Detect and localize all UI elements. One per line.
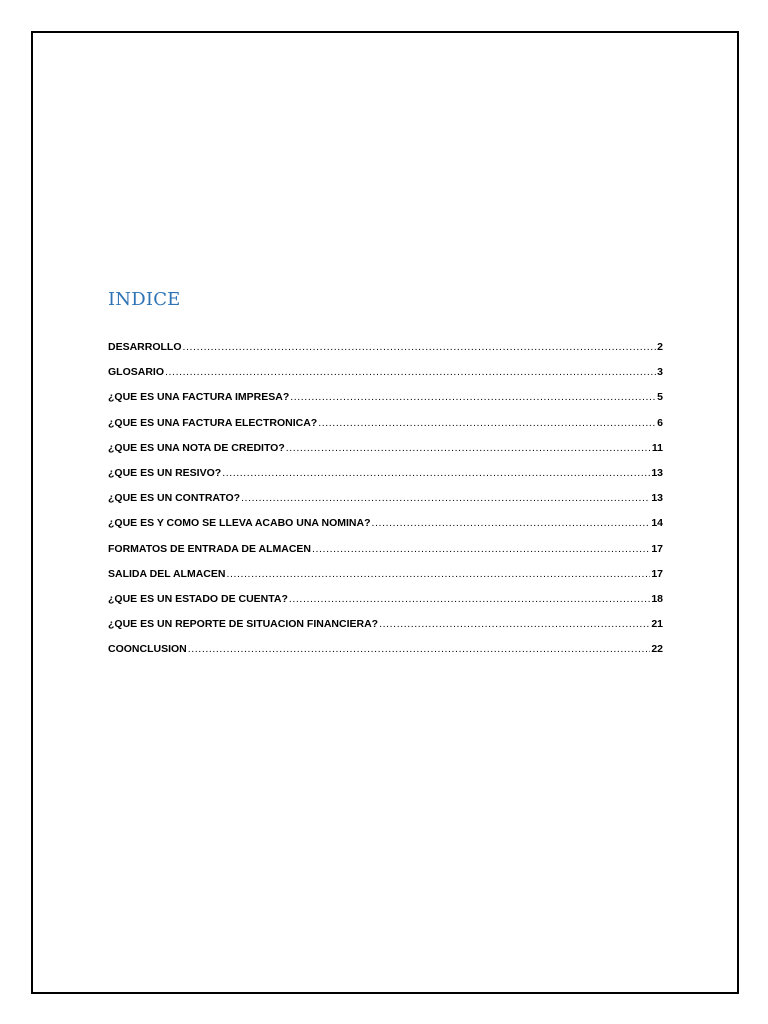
toc-page-number: 6 [657, 416, 663, 429]
toc-title: INDICE [108, 289, 181, 310]
toc-entry[interactable] [108, 492, 663, 517]
toc-page-number: 17 [651, 567, 663, 580]
toc-entry-label: ¿QUE ES UN RESIVO? [108, 466, 222, 479]
table-of-contents [108, 341, 663, 668]
toc-page-number: 17 [651, 542, 663, 555]
toc-dot-leader [379, 618, 650, 630]
toc-entry[interactable] [108, 391, 663, 416]
toc-entry[interactable] [108, 593, 663, 618]
toc-entry[interactable] [108, 543, 663, 568]
toc-dot-leader [312, 543, 650, 555]
toc-entry-label: ¿QUE ES UN CONTRATO? [108, 492, 241, 505]
toc-entry[interactable] [108, 568, 663, 593]
toc-page-number: 3 [657, 366, 663, 379]
toc-entry-label: ¿QUE ES UN ESTADO DE CUENTA? [108, 592, 288, 605]
toc-entry-label: DESARROLLO [108, 341, 182, 353]
toc-dot-leader [241, 492, 650, 504]
document-page [31, 31, 739, 994]
toc-dot-leader [318, 417, 656, 429]
toc-entry[interactable] [108, 341, 663, 366]
toc-dot-leader [188, 643, 651, 655]
toc-entry-label: COONCLUSION [108, 643, 187, 656]
toc-page-number: 2 [657, 341, 663, 353]
toc-entry[interactable] [108, 517, 663, 542]
toc-entry-label: ¿QUE ES UNA FACTURA IMPRESA? [108, 391, 290, 404]
toc-dot-leader [286, 442, 651, 454]
toc-dot-leader [290, 391, 656, 403]
toc-entry[interactable] [108, 467, 663, 492]
toc-entry-label: GLOSARIO [108, 366, 165, 379]
toc-entry-label: ¿QUE ES UNA FACTURA ELECTRONICA? [108, 416, 318, 429]
toc-entry[interactable] [108, 618, 663, 643]
toc-dot-leader [372, 517, 651, 529]
toc-page-number: 22 [651, 643, 663, 656]
toc-dot-leader [289, 593, 650, 605]
toc-page-number: 21 [651, 618, 663, 631]
toc-entry-label: ¿QUE ES Y COMO SE LLEVA ACABO UNA NOMINA? [108, 517, 371, 530]
toc-entry[interactable] [108, 417, 663, 442]
toc-entry-label: SALIDA DEL ALMACEN [108, 567, 226, 580]
toc-page-number: 11 [651, 441, 663, 454]
toc-page-number: 14 [651, 517, 663, 530]
toc-dot-leader [165, 366, 656, 378]
toc-page-number: 5 [657, 391, 663, 404]
toc-entry-label: FORMATOS DE ENTRADA DE ALMACEN [108, 542, 311, 555]
toc-page-number: 18 [651, 592, 663, 605]
toc-page-number: 13 [651, 466, 663, 479]
toc-entry[interactable] [108, 643, 663, 668]
toc-entry[interactable] [108, 366, 663, 391]
toc-dot-leader [183, 341, 657, 353]
toc-dot-leader [226, 568, 650, 580]
toc-entry-label: ¿QUE ES UN REPORTE DE SITUACION FINANCIERA? [108, 618, 379, 631]
toc-page-number: 13 [651, 492, 663, 505]
toc-dot-leader [222, 467, 650, 479]
toc-entry[interactable] [108, 442, 663, 467]
toc-entry-label: ¿QUE ES UNA NOTA DE CREDITO? [108, 441, 285, 454]
